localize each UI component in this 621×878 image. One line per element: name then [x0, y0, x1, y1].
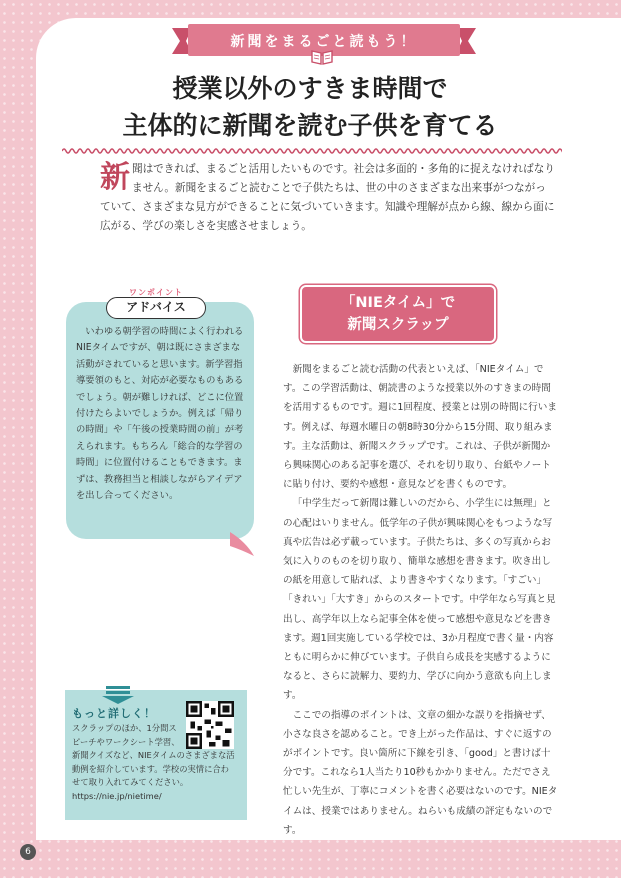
- advice-tail-decoration: [228, 532, 258, 558]
- lead-paragraph: [100, 160, 555, 236]
- section-heading: [300, 285, 496, 343]
- lead-text: 聞はできれば、まるごと活用したいものです。社会は多面的・多角的に捉えなければなりません。新聞をまるごと読むことで子供たちは、世の中のさまざまな出来事がつながっていて、さまざまな見方ができることに気づいていきます。知識や理解が点から線、線から面に広がる、学びの楽しさを実感させましょう。: [100, 163, 555, 232]
- down-arrow-icon: [100, 686, 136, 704]
- more-info-line: ピーチやワークシート学習、: [72, 736, 180, 747]
- article-paragraph: 「中学生だって新聞は難しいのだから、小学生には無理」との心配はいりません。低学年の子供が興味関心をもつような写真や広告は必ず載っています。子供たちは、多くの写真からお気に入りのものを切り取り、簡単な感想を書きます。吹き出しの紙を用意して貼れば、より書きやすくなります。「すごい」「きれい」「大すき」からのスタートです。中学年なら写真と見出し、高学年以上なら記事全体を使って感想や意見などを書きます。週1回実施している学校では、3か月程度で書く量・内容ともに明らかに伸びています。子供自ら成長を実感するようになると、さらに読解力、要約力、学びに向かう意欲も向上します。: [283, 498, 556, 702]
- advice-small-label: ワンポイント: [129, 288, 183, 297]
- more-info-line: せて取り入れてみてください。: [72, 777, 189, 788]
- more-info-title: もっと詳しく！: [72, 707, 156, 720]
- page-title: [60, 70, 560, 144]
- book-icon: [311, 49, 333, 65]
- page-number: 6: [20, 844, 36, 860]
- wavy-divider: [62, 147, 562, 155]
- more-info-line: 動例を紹介しています。学校の実情に合わ: [72, 763, 229, 774]
- title-line-1: 授業以外のすきま時間で: [172, 74, 448, 103]
- advice-header: [100, 287, 212, 323]
- more-info-body: [72, 722, 242, 804]
- more-info-line: スクラップのほか、1分間ス: [72, 723, 177, 733]
- section-heading-line-2: 新聞スクラップ: [347, 317, 449, 333]
- lead-dropcap: 新: [100, 160, 130, 195]
- section-heading-line-1: 「NIEタイム」で: [340, 295, 456, 311]
- main-article-body: [283, 360, 559, 840]
- advice-body: いわゆる朝学習の時間によく行われるNIEタイムですが、朝は既にさまざまな活動がされていると思います。新学習指導要領のもと、対応が必要なものもあるでしょう。朝が難しければ、どこに位置付けたらよいでしょうか。例えば「帰りの時間」や「午後の授業時間の前」が考えられます。もちろん「総合的な学習の時間」に位置付けることもできます。まずは、教務担当と相談しながらアイデアを出し合ってください。: [76, 326, 244, 502]
- ribbon-text: 新聞をまるごと読もう！: [230, 34, 418, 50]
- more-info-line: 新聞クイズなど、NIEタイムのさまざまな活: [72, 750, 235, 761]
- advice-title: アドバイス: [106, 297, 206, 319]
- article-paragraph: ここでの指導のポイントは、文章の細かな誤りを指摘せず、小さな良さを認めること。でき上がった作品は、すぐに返すのがポイントです。良い箇所に下線を引き、「good」と書けば十分です。これなら1人当たり10秒もかかりません。ただでさえ忙しい先生が、丁寧にコメントを書く必要はないのです。NIEタイムは、授業ではありません。ねらいも成績の評定もないのです。: [283, 709, 558, 836]
- title-line-2: 主体的に新聞を読む子供を育てる: [122, 111, 498, 140]
- article-paragraph: 新聞をまるごと読む活動の代表といえば、「NIEタイム」です。この学習活動は、朝読書のような授業以外のすきまの時間を活用するものです。週に1回程度、授業とは別の時間に行います。例えば、毎週水曜日の朝8時30分から15分間、取り組みます。主な活動は、新聞スクラップです。これは、子供が新聞から興味関心のある記事を選び、それを切り取り、台紙やノートに貼り付け、要約や感想・意見などを書くものです。: [283, 364, 557, 491]
- more-info-url[interactable]: https://nie.jp/nietime/: [72, 790, 162, 801]
